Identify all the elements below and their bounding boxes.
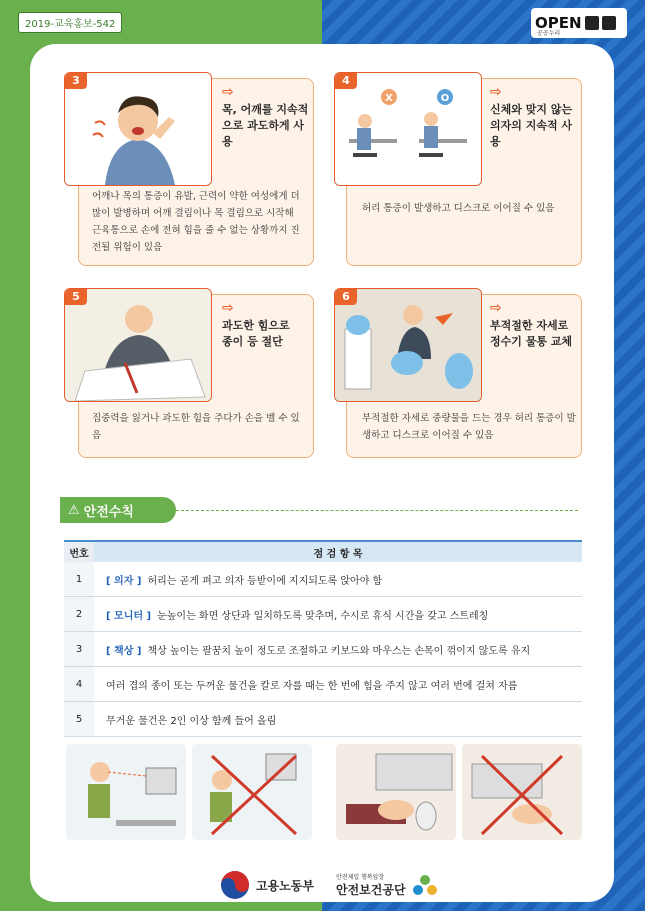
hazard-title: 부적절한 자세로 정수기 물통 교체 — [490, 319, 573, 348]
row-item — [94, 562, 582, 597]
license-icon-attribution — [585, 16, 599, 30]
arrow-icon: ⇨ — [222, 300, 234, 316]
document-id: 2019-교육홍보-542 — [18, 12, 122, 33]
hazard-title: 과도한 힘으로 종이 등 절단 — [222, 319, 290, 348]
row-item — [94, 702, 582, 737]
wrist-bad-posture-image — [462, 744, 582, 840]
hazard-description: 부적절한 자세로 중량물을 드는 경우 허리 통증이 발생하고 디스크로 이어질 수 있음 — [362, 413, 576, 441]
table-row — [64, 597, 582, 632]
taegeuk-icon — [220, 870, 250, 900]
hazard-image-3 — [64, 72, 212, 186]
arrow-icon: ⇨ — [490, 300, 502, 316]
agency-logo — [336, 868, 438, 902]
neck-pain-illustration — [65, 73, 211, 185]
row-number: 3 — [64, 632, 94, 667]
arrow-icon: ⇨ — [490, 84, 502, 100]
row-item — [94, 632, 582, 667]
row-tag: [ 모니터 ] — [106, 610, 152, 622]
agency-name: 안전보건공단 — [336, 883, 406, 897]
card-number: 4 — [335, 73, 357, 89]
hazard-image-6 — [334, 288, 482, 402]
table-row — [64, 562, 582, 597]
ministry-name: 고용노동부 — [256, 878, 314, 893]
arrow-icon: ⇨ — [222, 84, 234, 100]
chair-posture-illustration — [335, 73, 481, 185]
table-row — [64, 667, 582, 702]
checklist-table — [64, 540, 582, 737]
row-number: 1 — [64, 562, 94, 597]
right-mark: O — [440, 93, 450, 104]
table-row — [64, 632, 582, 667]
table-row — [64, 702, 582, 737]
row-text: 책상 높이는 팔꿈치 높이 정도로 조절하고 키보드와 마우스는 손목이 꺾이지 않도록 유지 — [147, 645, 531, 657]
section-title: 안전수칙 — [83, 504, 134, 520]
row-number: 4 — [64, 667, 94, 702]
hazard-description: 어깨나 목의 통증이 유발, 근력이 약한 여성에게 더 많이 발병하며 어깨 결림이나 목 결림으로 시작해 근육통으로 손에 전혀 힘을 줄 수 없는 상황까지 진전될 위험이 있음 — [92, 191, 300, 253]
cutting-paper-illustration — [65, 289, 211, 401]
card-number: 3 — [65, 73, 87, 89]
hazard-title: 목, 어깨를 지속적 으로 과도하게 사용 — [222, 103, 309, 148]
wrist-good-posture-image — [336, 744, 456, 840]
hazard-title: 신체와 맞지 않는 의자의 지속적 사용 — [490, 103, 573, 148]
hazard-image-5 — [64, 288, 212, 402]
header-items: 점 검 항 목 — [94, 541, 582, 562]
row-text: 여러 겹의 종이 또는 두꺼운 물건을 칼로 자를 때는 한 번에 힘을 주지 않고 여러 번에 걸쳐 자름 — [106, 680, 518, 692]
card-number: 6 — [335, 289, 357, 305]
row-item — [94, 597, 582, 632]
hazard-image-4 — [334, 72, 482, 186]
row-number: 5 — [64, 702, 94, 737]
ministry-logo — [220, 868, 314, 902]
row-text: 허리는 곧게 펴고 의자 등받이에 지지되도록 앉아야 함 — [147, 575, 383, 587]
hazard-description: 허리 통증이 발생하고 디스크로 이어질 수 있음 — [362, 203, 555, 214]
header-number: 번호 — [64, 541, 94, 562]
water-bottle-illustration — [335, 289, 481, 401]
open-sub-label: 공공누리 — [537, 30, 561, 37]
agency-emblem-icon — [412, 872, 438, 898]
row-text: 눈높이는 화면 상단과 일치하도록 맞추며, 수시로 휴식 시간을 갖고 스트레칭 — [157, 610, 489, 622]
open-license-badge — [531, 8, 627, 38]
warning-icon: ⚠ — [68, 502, 80, 518]
row-item — [94, 667, 582, 702]
row-number: 2 — [64, 597, 94, 632]
agency-slogan: 안전제일 행복앞장 — [336, 874, 385, 881]
row-text: 무거운 물건은 2인 이상 함께 들어 올림 — [106, 715, 277, 727]
row-tag: [ 책상 ] — [106, 645, 142, 657]
card-number: 5 — [65, 289, 87, 305]
safety-rules-header — [60, 497, 176, 523]
monitor-bad-posture-image — [192, 744, 312, 840]
license-icon-noncommercial — [602, 16, 616, 30]
monitor-good-posture-image — [66, 744, 186, 840]
row-tag: [ 의자 ] — [106, 575, 142, 587]
section-divider — [176, 510, 578, 511]
wrong-mark: X — [385, 93, 393, 104]
open-label: OPEN — [535, 14, 582, 32]
hazard-description: 집중력을 잃거나 과도한 힘을 주다가 손을 벨 수 있음 — [92, 413, 300, 441]
